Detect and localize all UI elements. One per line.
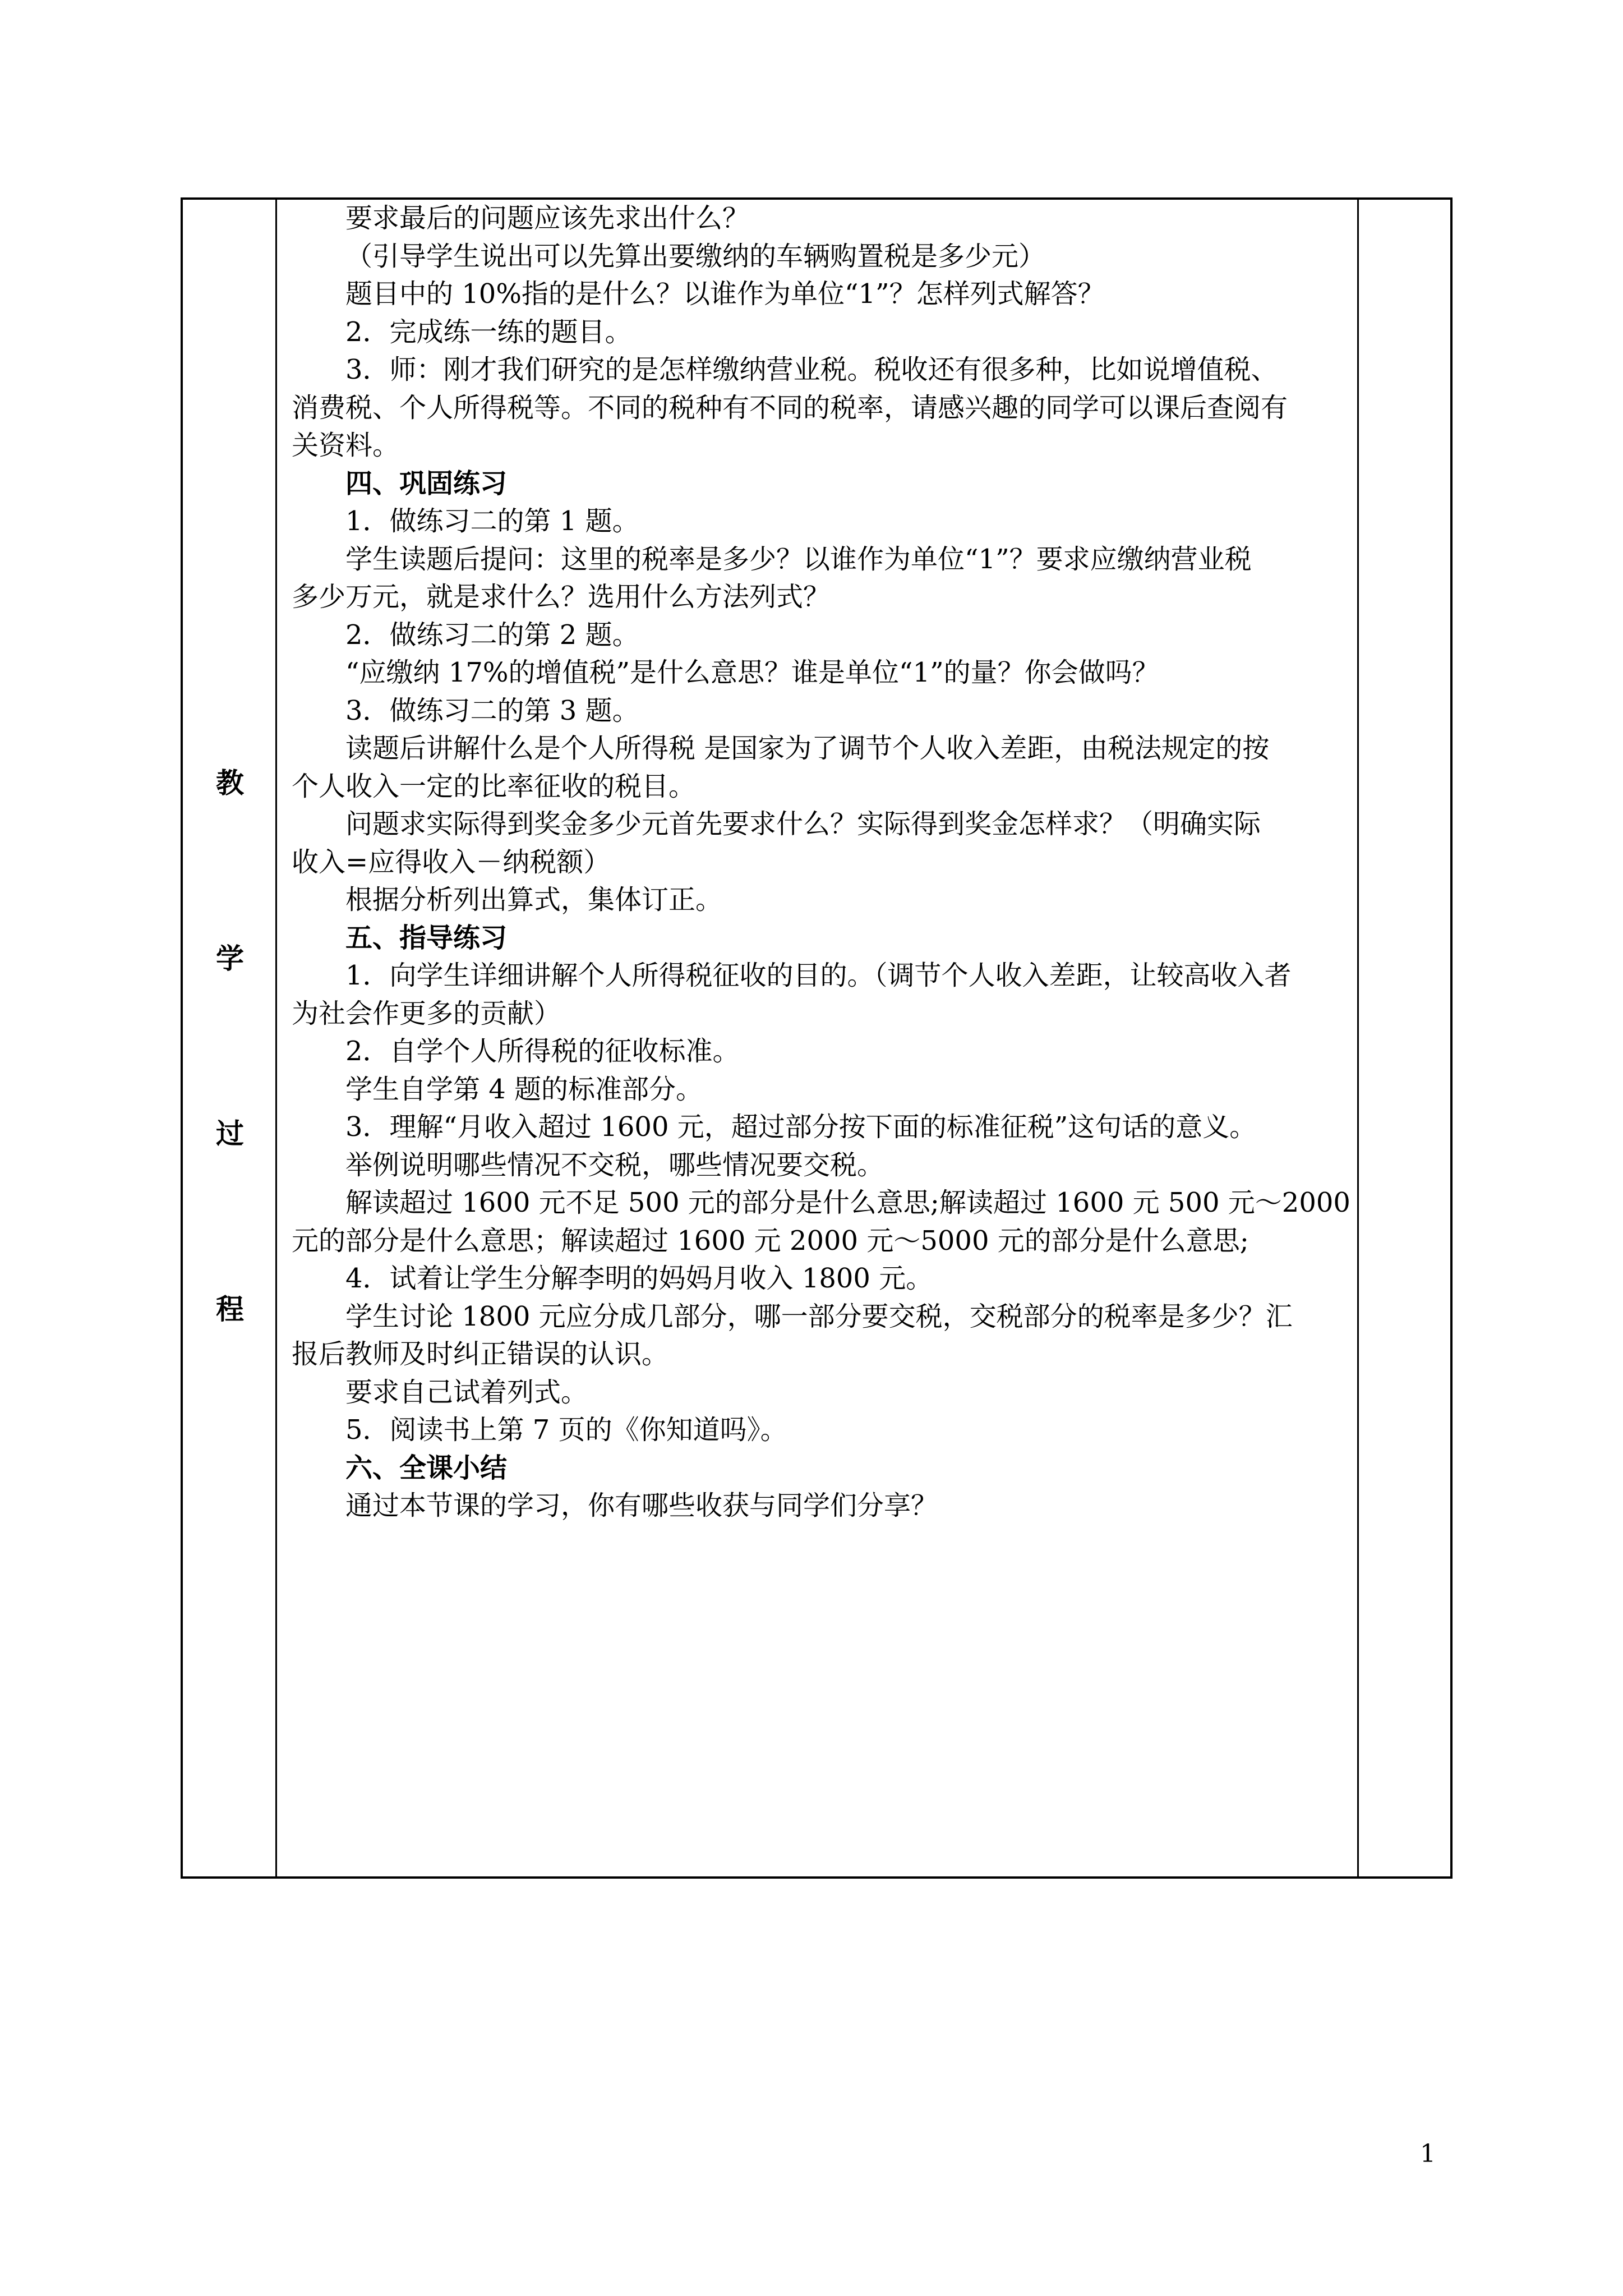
text-line: 问题求实际得到奖金多少元首先要求什么？实际得到奖金怎样求？（明确实际 (345, 808, 1261, 840)
section-label-char: 教 (216, 766, 244, 799)
content-column (277, 200, 1359, 1876)
text-line: 报后教师及时纠正错误的认识。 (292, 1338, 669, 1370)
text-line: 题目中的 10%指的是什么？以谁作为单位“1”？怎样列式解答？ (345, 278, 1105, 310)
text-line: 要求自己试着列式。 (345, 1376, 588, 1408)
page-number: 1 (1420, 2139, 1436, 2168)
text-line: 收入=应得收入－纳税额） (292, 846, 611, 878)
lesson-content (292, 200, 1350, 1525)
text-line: 消费税、个人所得税等。不同的税种有不同的税率，请感兴趣的同学可以课后查阅有 (292, 392, 1288, 424)
text-line: 为社会作更多的贡献） (292, 997, 561, 1029)
text-line: 关资料。 (292, 430, 400, 461)
section-label-char: 过 (216, 1117, 244, 1150)
text-line: 2．完成练一练的题目。 (345, 316, 632, 348)
text-line: 3．师：刚才我们研究的是怎样缴纳营业税。税收还有很多种，比如说增值税、 (345, 354, 1278, 385)
text-line: 举例说明哪些情况不交税，哪些情况要交税。 (345, 1149, 884, 1181)
lesson-table (181, 197, 1453, 1879)
text-line: 解读超过 1600 元不足 500 元的部分是什么意思;解读超过 1600 元 500 元～2000 (345, 1187, 1350, 1218)
section-heading: 五、指导练习 (345, 922, 508, 954)
text-line: 多少万元，就是求什么？选用什么方法列式？ (292, 581, 831, 613)
text-line: 元的部分是什么意思；解读超过 1600 元 2000 元～5000 元的部分是什么意思; (292, 1225, 1249, 1257)
text-line: 学生自学第 4 题的标准部分。 (345, 1073, 703, 1105)
text-line: 3．理解“月收入超过 1600 元，超过部分按下面的标准征税”这句话的意义。 (345, 1111, 1257, 1143)
text-line: 2．自学个人所得税的征收标准。 (345, 1036, 740, 1067)
text-line: （引导学生说出可以先算出要缴纳的车辆购置税是多少元） (345, 240, 1046, 272)
text-line: 4．试着让学生分解李明的妈妈月收入 1800 元。 (345, 1263, 933, 1294)
section-heading: 四、巩固练习 (345, 467, 508, 499)
notes-column (1359, 200, 1450, 1876)
text-line: 学生读题后提问：这里的税率是多少？以谁作为单位“1”？要求应缴纳营业税 (345, 543, 1252, 575)
text-line: “应缴纳 17%的增值税”是什么意思？谁是单位“1”的量？你会做吗？ (345, 657, 1159, 688)
text-line: 1．做练习二的第 1 题。 (345, 505, 639, 537)
text-line: 2．做练习二的第 2 题。 (345, 619, 639, 651)
section-heading: 六、全课小结 (345, 1452, 508, 1484)
text-line: 读题后讲解什么是个人所得税 是国家为了调节个人收入差距，由税法规定的按 (345, 733, 1270, 764)
text-line: 3．做练习二的第 3 题。 (345, 694, 639, 726)
text-line: 个人收入一定的比率征收的税目。 (292, 770, 696, 802)
text-line: 通过本节课的学习，你有哪些收获与同学们分享？ (345, 1490, 938, 1521)
text-line: 5．阅读书上第 7 页的《你知道吗》。 (345, 1414, 787, 1446)
text-line: 根据分析列出算式，集体订正。 (345, 884, 723, 915)
text-line: 要求最后的问题应该先求出什么？ (345, 203, 750, 234)
text-line: 1．向学生详细讲解个人所得税征收的目的。（调节个人收入差距，让较高收入者 (345, 960, 1292, 991)
section-label-column (183, 200, 277, 1876)
text-line: 学生讨论 1800 元应分成几部分，哪一部分要交税，交税部分的税率是多少？汇 (345, 1300, 1293, 1332)
section-label-char: 学 (216, 942, 244, 975)
section-label-char: 程 (216, 1292, 244, 1326)
